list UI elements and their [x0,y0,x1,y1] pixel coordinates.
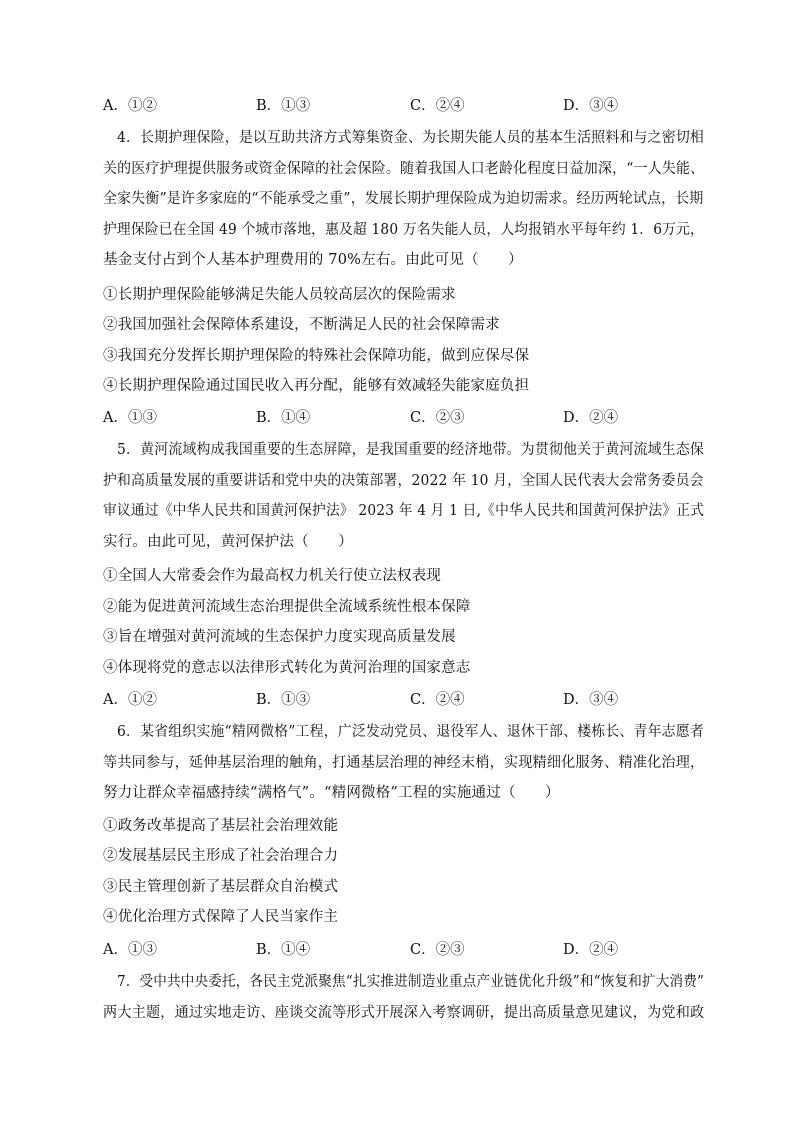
q3-options [103,96,663,116]
q4-stem-line: 基金支付占到个人基本护理费用的 70%左右。由此可见（ ） [103,252,523,268]
q6-stem-line: 6．某省组织实施“精网微格”工程，广泛发动党员、退役军人、退休干部、楼栋长、青年志愿者 [117,724,704,740]
q5-option-b[interactable]: B．①③ [256,692,311,708]
q6-options [103,940,663,960]
q6-option-b[interactable]: B．①④ [256,942,311,958]
q5-option-d[interactable]: D．③④ [563,692,619,708]
q4-stem-line: 4．长期护理保险，是以互助共济方式筹集资金、为长期失能人员的基本生活照料和与之密切相 [117,130,705,146]
q3-option-d[interactable]: D．③④ [563,98,619,114]
q4-option-b[interactable]: B．①④ [256,410,311,426]
q5-stem-line: 审议通过《中华人民共和国黄河保护法》 2023 年 4 月 1 日,《中华人民共和国黄河保护法》正式 [103,503,705,519]
q6-option-a[interactable]: A．①③ [103,942,157,958]
q5-options [103,690,663,710]
q4-stem-line: 关的医疗护理提供服务或资金保障的社会保险。随着我国人口老龄化程度日益加深，“一人失能、 [103,161,705,177]
q4-stem-line: 护理保险已在全国 49 个城市落地，惠及超 180 万名失能人员，人均报销水平每年约 1．6万元， [103,222,704,238]
q6-option-c[interactable]: C．②③ [410,942,465,958]
q6-stem-line: 等共同参与，延伸基层治理的触角，打通基层治理的神经末梢，实现精细化服务、精准化治理， [103,755,705,771]
q4-statement-1: ①长期护理保险能够满足失能人员较高层次的保险需求 [103,287,456,303]
q5-statement-3: ③旨在增强对黄河流域的生态保护力度实现高质量发展 [103,629,456,645]
q3-option-c[interactable]: C．②④ [410,98,465,114]
q5-option-a[interactable]: A．①② [103,692,157,708]
q6-stem-line: 努力让群众幸福感持续“满格气”。“精网微格”工程的实施通过（ ） [103,785,560,801]
q5-statement-4: ④体现将党的意志以法律形式转化为黄河治理的国家意志 [103,660,471,676]
q4-option-a[interactable]: A．①③ [103,410,157,426]
q5-stem-line: 5．黄河流域构成我国重要的生态屏障，是我国重要的经济地带。为贯彻他关于黄河流域生态保 [117,442,705,458]
q5-stem-line: 护和高质量发展的重要讲话和党中央的决策部署，2022 年 10 月，全国人民代表大会常务委员会 [103,473,704,489]
q5-stem-line: 实行。由此可见，黄河保护法（ ） [103,534,353,550]
q4-statement-2: ②我国加强社会保障体系建设，不断满足人民的社会保障需求 [103,317,500,333]
q5-statement-2: ②能为促进黄河流域生态治理提供全流域系统性根本保障 [103,599,471,615]
q3-option-b[interactable]: B．①③ [256,98,311,114]
q6-statement-2: ②发展基层民主形成了社会治理合力 [103,848,339,864]
q4-statement-3: ③我国充分发挥长期护理保险的特殊社会保障功能，做到应保尽保 [103,348,530,364]
q5-option-c[interactable]: C．②④ [410,692,465,708]
q6-statement-1: ①政务改革提高了基层社会治理效能 [103,818,339,834]
q6-statement-4: ④优化治理方式保障了人民当家作主 [103,909,339,925]
q6-statement-3: ③民主管理创新了基层群众自治模式 [103,879,339,895]
q4-options [103,408,663,428]
q4-option-c[interactable]: C．②③ [410,410,465,426]
q7-stem-line: 7．受中共中央委托，各民主党派聚焦“扎实推进制造业重点产业链优化升级”和“恢复和扩大消费” [117,974,705,990]
q4-stem-line: 全家失衡”是许多家庭的“不能承受之重”，发展长期护理保险成为迫切需求。经历两轮试点，长期 [103,191,704,207]
q6-option-d[interactable]: D．②④ [563,942,619,958]
q4-option-d[interactable]: D．②④ [563,410,619,426]
q4-statement-4: ④长期护理保险通过国民收入再分配，能够有效减轻失能家庭负担 [103,378,530,394]
q7-stem-line: 两大主题，通过实地走访、座谈交流等形式开展深入考察调研，提出高质量意见建议，为党和政 [103,1005,705,1021]
q3-option-a[interactable]: A．①② [103,98,157,114]
q5-statement-1: ①全国人大常委会作为最高权力机关行使立法权表现 [103,568,442,584]
